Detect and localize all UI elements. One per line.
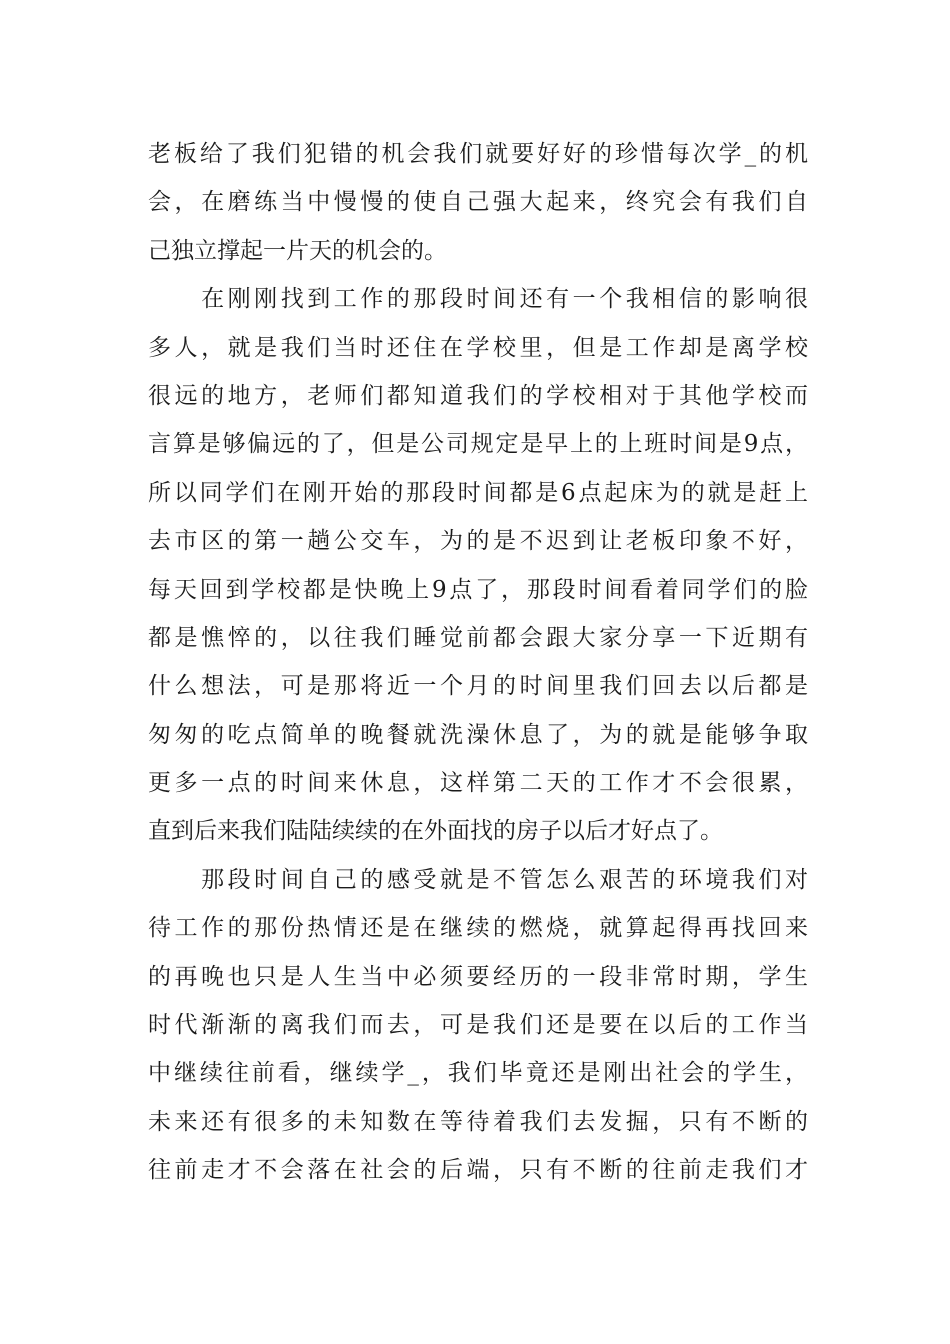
text-line: 言算是够偏远的了，但是公司规定是早上的上班时间是9点， xyxy=(148,431,808,458)
text-line: 会，在磨练当中慢慢的使自己强大起来，终究会有我们自 xyxy=(148,189,808,216)
text-line: 很远的地方，老师们都知道我们的学校相对于其他学校而 xyxy=(148,382,808,409)
text-line: 什么想法，可是那将近一个月的时间里我们回去以后都是 xyxy=(148,673,808,700)
text-line: 匆匆的吃点简单的晚餐就洗澡休息了，为的就是能够争取 xyxy=(148,721,808,748)
text-line: 时代渐渐的离我们而去，可是我们还是要在以后的工作当 xyxy=(148,1012,808,1039)
text-line: 老板给了我们犯错的机会我们就要好好的珍惜每次学_的机 xyxy=(148,141,808,167)
text-line: 去市区的第一趟公交车，为的是不迟到让老板印象不好， xyxy=(148,528,808,555)
text-line: 往前走才不会落在社会的后端，只有不断的往前走我们才 xyxy=(148,1157,808,1184)
text-line: 未来还有很多的未知数在等待着我们去发掘，只有不断的 xyxy=(148,1108,808,1135)
text-line: 待工作的那份热情还是在继续的燃烧，就算起得再找回来 xyxy=(148,915,808,942)
text-line: 己独立撑起一片天的机会的。 xyxy=(148,237,447,264)
text-line: 直到后来我们陆陆续续的在外面找的房子以后才好点了。 xyxy=(148,818,723,845)
text-line: 更多一点的时间来休息，这样第二天的工作才不会很累， xyxy=(148,770,808,797)
text-line: 都是憔悴的，以往我们睡觉前都会跟大家分享一下近期有 xyxy=(148,624,808,651)
text-line: 多人，就是我们当时还住在学校里，但是工作却是离学校 xyxy=(148,334,808,361)
text-line: 每天回到学校都是快晚上9点了，那段时间看着同学们的脸 xyxy=(148,576,808,603)
text-line: 在刚刚找到工作的那段时间还有一个我相信的影响很 xyxy=(148,286,808,313)
text-line: 中继续往前看，继续学_，我们毕竟还是刚出社会的学生， xyxy=(148,1060,808,1087)
document-body xyxy=(148,130,808,1195)
text-line: 的再晚也只是人生当中必须要经历的一段非常时期，学生 xyxy=(148,963,808,990)
text-line: 所以同学们在刚开始的那段时间都是6点起床为的就是赶上 xyxy=(148,479,808,506)
text-line: 那段时间自己的感受就是不管怎么艰苦的环境我们对 xyxy=(148,866,808,893)
